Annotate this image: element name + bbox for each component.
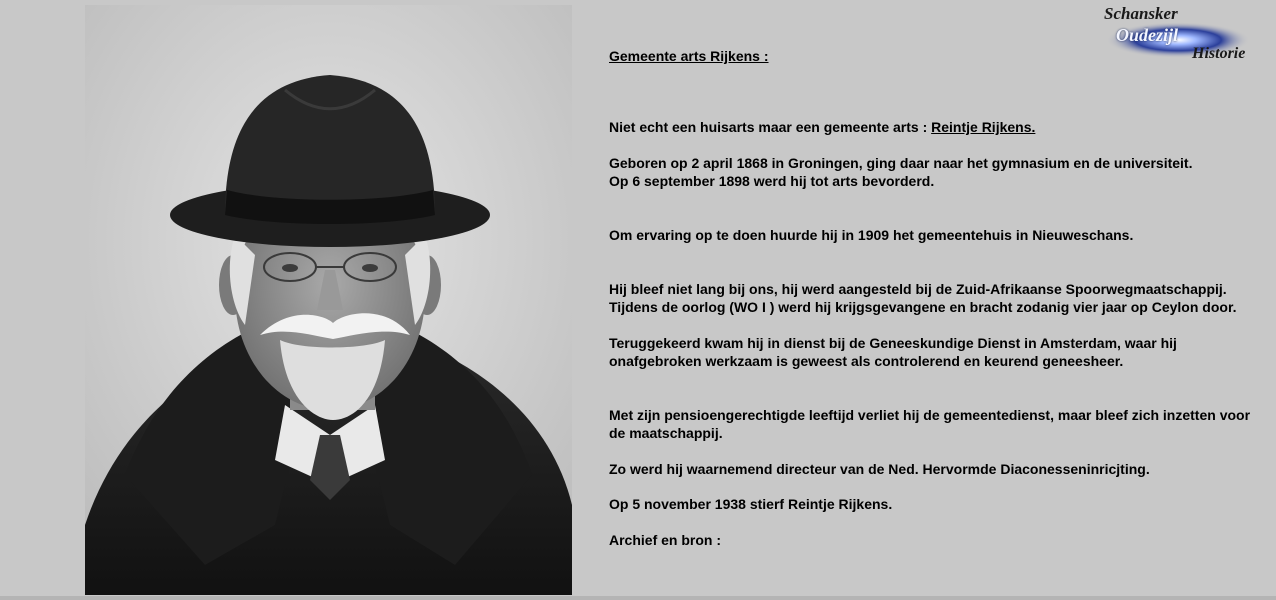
experience-paragraph: Om ervaring op te doen huurde hij in 1909 het gemeentehuis in Nieuweschans. [609,227,1134,243]
spacer [609,244,1269,280]
spacer [609,442,1269,460]
spacer [609,190,1269,226]
intro-text: Niet echt een huisarts maar een gemeente arts : [609,119,932,135]
sources-label: Archief en bron : [609,532,722,548]
amsterdam-paragraph: Teruggekeerd kwam hij in dienst bij de Geneeskundige Dienst in Amsterdam, waar hij onafgebroken werkzaam is geweest als controlerend en keurend geneesheer. [609,335,1177,369]
pension-paragraph: Met zijn pensioengerechtigde leeftijd verliet hij de gemeentedienst, maar bleef zich inzetten voor de maatschappij. [609,407,1251,441]
director-paragraph: Zo werd hij waarnemend directeur van de Ned. Hervormde Diaconesseninricjting. [609,461,1150,477]
article-heading: Gemeente arts Rijkens : [609,48,769,64]
spacer [609,65,1269,118]
spacer [609,513,1269,531]
railway-line: Hij bleef niet lang bij ons, hij werd aangesteld bij de Zuid-Afrikaanse Spoorwegmaatschappij. [609,281,1227,297]
portrait-photo [85,5,572,595]
graduation-line: Op 6 september 1898 werd hij tot arts bevorderd. [609,173,935,189]
name-link[interactable]: Reintje Rijkens. [931,119,1036,135]
intro-paragraph [609,118,1269,136]
spacer [609,136,1269,154]
portrait-image [85,5,572,595]
logo-line-2: Oudezijl [1116,25,1179,45]
logo-line-1: Schansker [1104,4,1178,23]
article [609,47,1269,549]
spacer [609,316,1269,334]
birth-line: Geboren op 2 april 1868 in Groningen, ging daar naar het gymnasium en de universiteit. [609,155,1193,171]
war-line: Tijdens de oorlog (WO I ) werd hij krijgsgevangene en bracht zodanig vier jaar op Ceylon door. [609,299,1237,315]
logo-line-3: Historie [1192,45,1246,62]
death-paragraph: Op 5 november 1938 stierf Reintje Rijkens. [609,496,893,512]
bottom-divider [0,596,1276,600]
spacer [609,370,1269,406]
spacer [609,478,1269,495]
